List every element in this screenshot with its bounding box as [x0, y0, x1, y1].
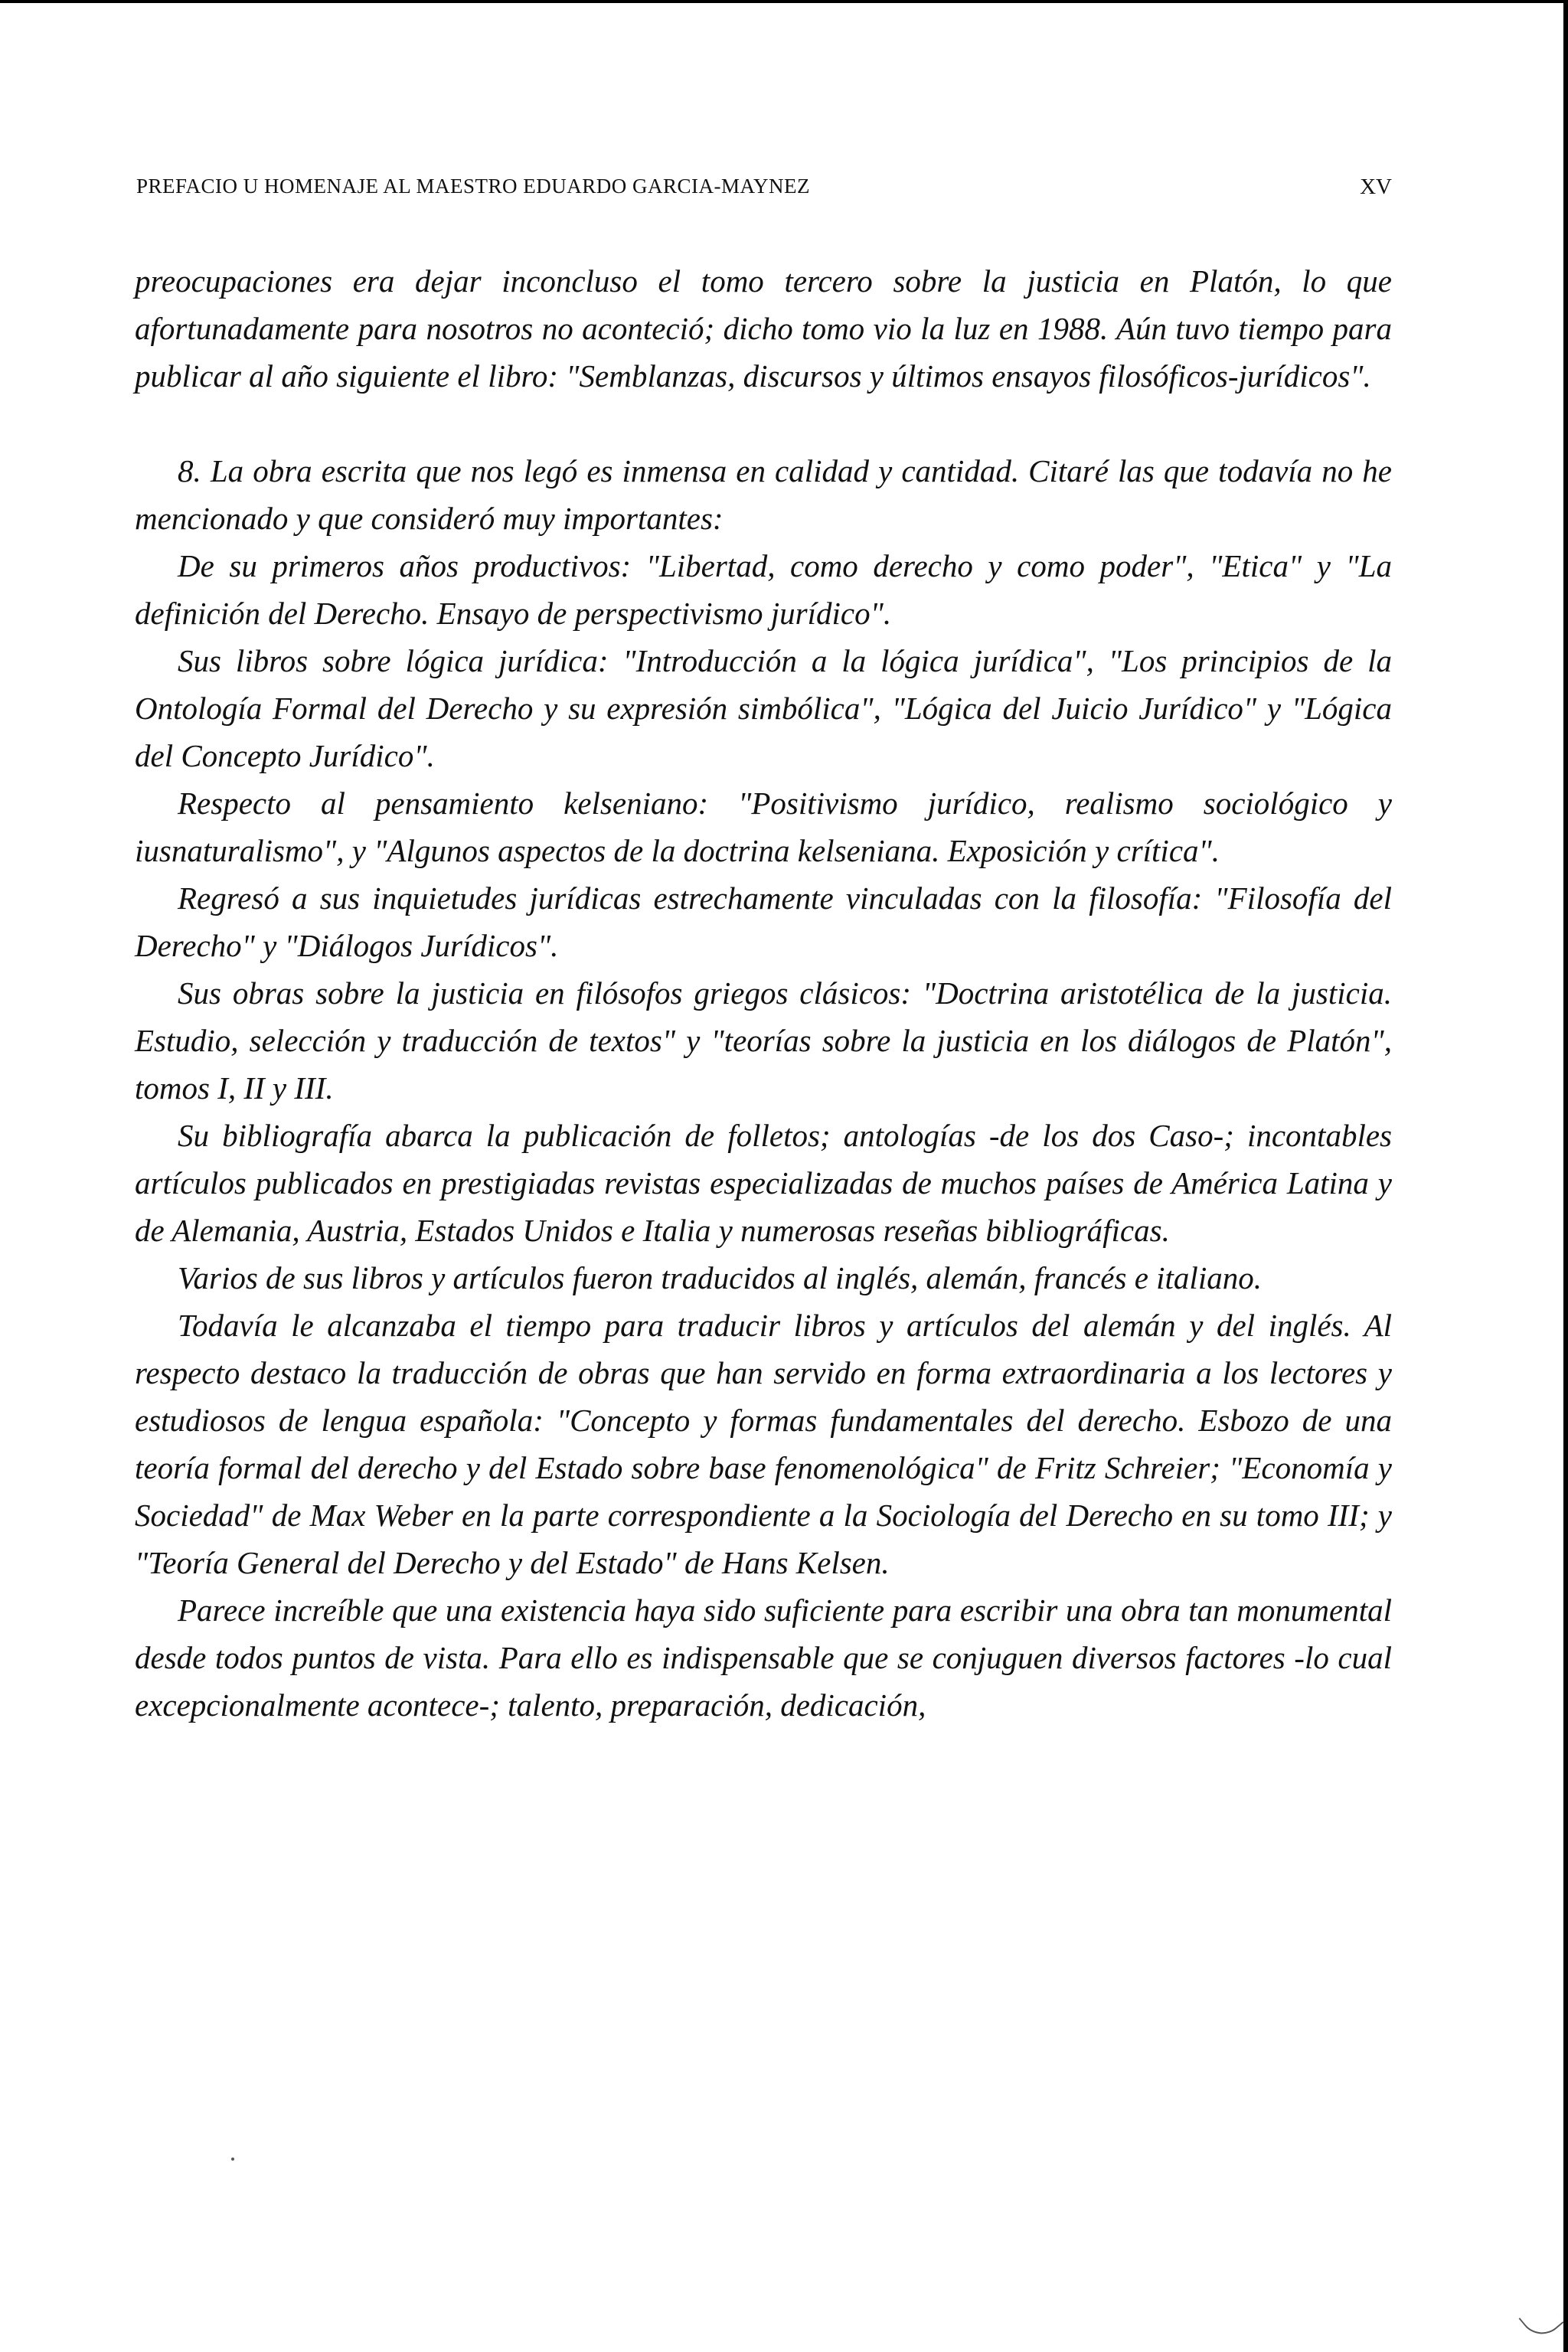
page-header: [136, 175, 1392, 205]
scan-top-edge: [0, 0, 1568, 3]
paragraph-translator-work: Todavía le alcanzaba el tiempo para traducir libros y artículos del alemán y del inglés. Al respecto destaco la traducción de obras que han servido en forma extraordinaria a los lectores y estudiosos de lengua española: "Concepto y formas fundamentales del derecho. Esbozo de una teoría formal del derecho y del Estado sobre base fenomenológica" de Fritz Schreier; "Economía y Sociedad" de Max Weber en la parte correspondiente a la Sociología del Derecho en su tomo III; y "Teoría General del Derecho y del Estado" de Hans Kelsen.: [135, 1308, 1392, 1580]
running-head: PREFACIO U HOMENAJE AL MAESTRO EDUARDO GARCIA-MAYNEZ: [136, 175, 811, 198]
paragraph-philosophy: Regresó a sus inquietudes jurídicas estrechamente vinculadas con la filosofía: "Filosofía del Derecho" y "Diálogos Jurídicos".: [135, 880, 1392, 963]
paragraph-section-8: 8. La obra escrita que nos legó es inmensa en calidad y cantidad. Citaré las que todavía no he mencionado y que consideró muy importantes:: [135, 453, 1392, 536]
paragraph-translations-of-works: Varios de sus libros y artículos fueron traducidos al inglés, alemán, francés e italiano.: [178, 1260, 1262, 1295]
paragraph-early-works: De su primeros años productivos: "Libertad, como derecho y como poder", "Etica" y "La definición del Derecho. Ensayo de perspectivismo jurídico".: [135, 548, 1392, 631]
paragraph-legal-logic: Sus libros sobre lógica jurídica: "Introducción a la lógica jurídica", "Los principios de la Ontología Formal del Derecho y su expresión simbólica", "Lógica del Juicio Jurídico" y "Lógica del Concepto Jurídico".: [135, 643, 1392, 773]
scan-right-edge: [1563, 0, 1568, 2352]
page-number: XV: [1360, 175, 1392, 199]
paragraph-bibliography: Su bibliografía abarca la publicación de folletos; antologías -de los dos Caso-; incontables artículos publicados en prestigiadas revistas especializadas de muchos países de América Latina y de Alemania, Austria, Estados Unidos e Italia y numerosas reseñas bibliográficas.: [135, 1118, 1392, 1248]
page-corner-curl: [1518, 2298, 1563, 2343]
paragraph-continuation: preocupaciones era dejar inconcluso el tomo tercero sobre la justicia en Platón, lo que afortunadamente para nosotros no aconteció; dicho tomo vio la luz en 1988. Aún tuvo tiempo para publicar al año siguiente el libro: "Semblanzas, discursos y últimos ensayos filosóficos-jurídicos".: [135, 263, 1392, 394]
paragraph-justice-greeks: Sus obras sobre la justicia en filósofos griegos clásicos: "Doctrina aristotélica de la justicia. Estudio, selección y traducción de textos" y "teorías sobre la justicia en los diálogos de Platón", tomos I, II y III.: [135, 975, 1392, 1106]
paragraph-monumental-work: Parece increíble que una existencia haya sido suficiente para escribir una obra tan monumental desde todos puntos de vista. Para ello es indispensable que se conjuguen diversos factores -lo cual excepcionalmente acontece-; talento, preparación, dedicación,: [135, 1592, 1392, 1723]
body-text: [135, 257, 1392, 1729]
paragraph-kelsenian-thought: Respecto al pensamiento kelseniano: "Positivismo jurídico, realismo sociológico y iusnaturalismo", y "Algunos aspectos de la doctrina kelseniana. Exposición y crítica".: [135, 786, 1392, 868]
scan-speck: [231, 2158, 234, 2161]
